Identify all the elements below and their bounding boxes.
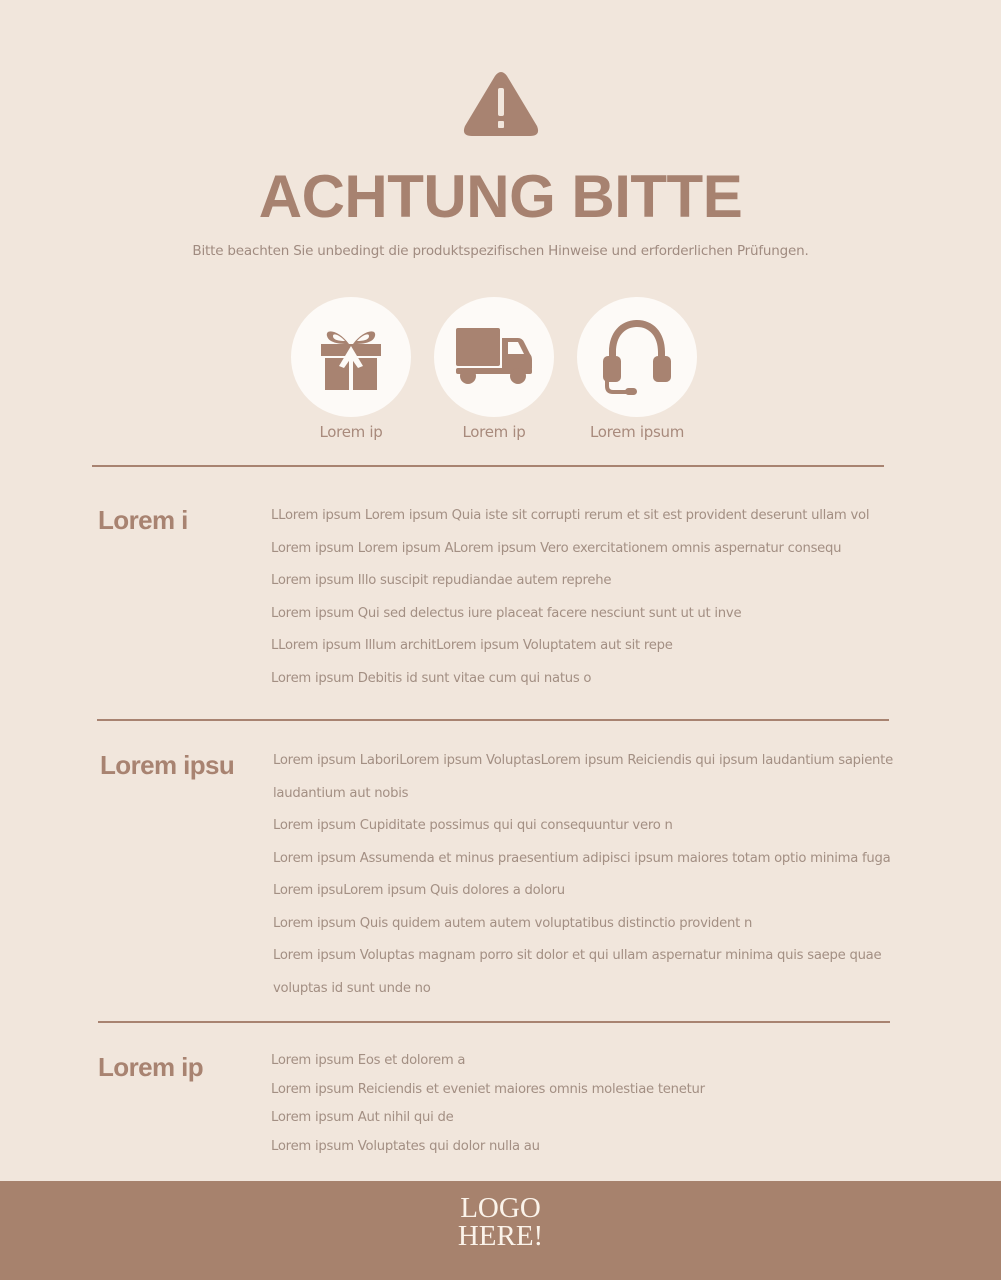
headset-icon [601,318,673,396]
section-divider [97,719,889,721]
feature-support [567,297,707,441]
feature-label: Lorem ip [319,423,383,441]
footer-bar [0,1181,1001,1280]
text-line: Lorem ipsum Aut nihil qui de [271,1110,454,1125]
text-line: Lorem ipsum Illo suscipit repudiandae autem reprehe [271,573,612,588]
text-line: Lorem ipsum Assumenda et minus praesentium adipisci ipsum maiores totam optio minima fuga [273,850,891,866]
warning-triangle-icon [462,70,540,138]
section-heading: Lorem i [98,505,188,535]
section-divider [92,465,884,467]
feature-circle [434,297,554,417]
text-line: Lorem ipsum Reiciendis et eveniet maiores omnis molestiae tenetur [271,1081,705,1097]
text-line: Lorem ipsuLorem ipsum Quis dolores a doloru [273,883,565,898]
text-line: Lorem ipsum Debitis id sunt vitae cum qui natus o [271,670,592,686]
section-heading: Lorem ip [98,1052,203,1082]
feature-label: Lorem ipsum [589,423,685,441]
text-line: Lorem ipsum Quis quidem autem autem voluptatibus distinctio provident n [273,915,753,931]
section-heading: Lorem ipsu [100,750,235,780]
text-line: LLorem ipsum Lorem ipsum Quia iste sit corrupti rerum et sit est provident deserunt ullam vol [271,508,870,523]
page-subtitle: Bitte beachten Sie unbedingt die produktspezifischen Hinweise und erforderlichen Prüfungen. [192,243,809,259]
text-line: LLorem ipsum Illum architLorem ipsum Voluptatem aut sit repe [271,638,673,653]
text-line: voluptas id sunt unde no [273,980,431,996]
text-line: Lorem ipsum Cupiditate possimus qui qui consequuntur vero n [273,818,673,833]
feature-delivery [424,297,564,441]
feature-gift [281,297,421,441]
text-line: Lorem ipsum Voluptas magnam porro sit dolor et qui ullam aspernatur minima quis saepe quae [273,948,882,963]
text-line: Lorem ipsum Voluptates qui dolor nulla au [271,1138,540,1154]
feature-label: Lorem ip [462,423,526,441]
section-divider [98,1021,890,1023]
feature-row [0,297,1001,457]
feature-circle [577,297,697,417]
text-line: Lorem ipsum Qui sed delectus iure placeat facere nesciunt sunt ut ut inve [271,605,742,621]
logo-line-1: LOGO [460,1192,541,1224]
gift-icon [319,324,383,390]
section-text [271,500,869,695]
section-text [271,1047,705,1161]
truck-icon [454,328,534,386]
text-line: Lorem ipsum Eos et dolorem a [271,1053,466,1068]
section-text [273,745,893,1005]
logo-line-2: HERE! [457,1220,544,1252]
text-line: laudantium aut nobis [273,785,409,801]
page-title: ACHTUNG BITTE [258,163,743,230]
text-line: Lorem ipsum LaboriLorem ipsum VoluptasLorem ipsum Reiciendis qui ipsum laudantium sapiente [273,753,893,768]
logo-placeholder [0,1194,1001,1250]
feature-circle [291,297,411,417]
text-line: Lorem ipsum Lorem ipsum ALorem ipsum Vero exercitationem omnis aspernatur consequ [271,540,842,556]
